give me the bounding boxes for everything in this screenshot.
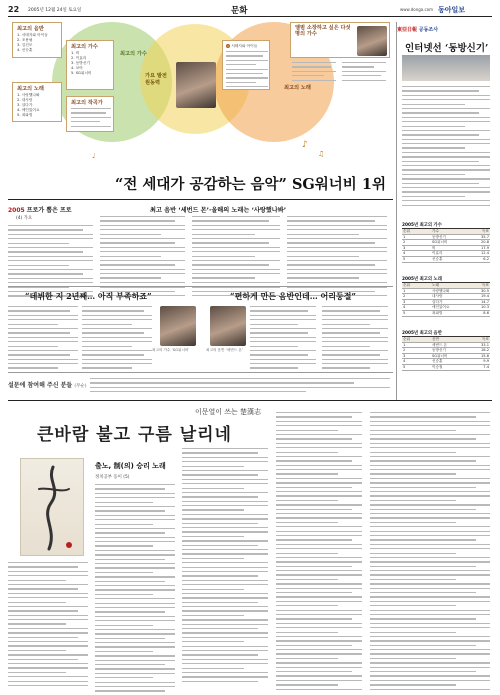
list-item: 1. 사랑했나봐 (17, 93, 40, 97)
sidebar-logo-joint: 공동조사 (418, 27, 439, 33)
author-sub: 정치공부 동이 (5) (95, 475, 130, 480)
singer-photo-right (357, 26, 387, 56)
brush-icon (21, 459, 85, 557)
center-title: 가요 발전 원동력 (145, 73, 167, 86)
table-cell: 30.5 (480, 288, 489, 293)
table-cell: 8.6 (483, 310, 489, 315)
table-cell: 35.7 (480, 234, 489, 239)
main-headline: “전 세대가 공감하는 음악” SG워너비 1위 (115, 176, 386, 193)
table-cell: 1 (403, 288, 406, 293)
table-cell: 사랑했나봐 (432, 288, 450, 293)
table-cell: 18.2 (480, 348, 489, 353)
survey-title: 설문에 참여해 주신 분들 (8, 382, 73, 389)
header-rule (8, 16, 492, 17)
table-cell: 살다가 (432, 299, 443, 304)
photo-caption-left: 최고의 가수 ‘SG워너비’ (152, 348, 190, 352)
right-box-five (290, 22, 390, 58)
table-cell: 5 (403, 256, 406, 261)
project-label (8, 205, 72, 214)
table-cell: SG워너비 (432, 240, 448, 245)
calligraphy-title: 큰바람 불고 구름 날리네 (37, 425, 232, 445)
calligraphy-image (20, 458, 84, 556)
album-artist-photo (210, 306, 246, 346)
table-songs (402, 277, 490, 317)
list-item: 3. 살다가 (17, 103, 33, 107)
sidebar-logo-paper: 東亞日報 (397, 27, 418, 33)
table-header: 득표 (482, 229, 489, 233)
table-cell: 14.7 (480, 299, 489, 304)
table-cell: 5 (403, 310, 406, 315)
table-cell: 내사람 (432, 294, 443, 299)
table-cell: 3 (403, 353, 406, 358)
table-cell: 6.2 (483, 256, 489, 261)
left-box-album (12, 22, 62, 58)
table-cell: 2 (403, 294, 406, 299)
table-row (402, 257, 490, 263)
table-cell: 33.1 (480, 342, 489, 347)
table-row (402, 365, 490, 371)
table-cell: 20.8 (480, 240, 489, 245)
survey-note: (무순) (74, 384, 87, 389)
photo-caption-right: 최고의 음반 ‘세번드 몬’ (206, 348, 243, 352)
table-cell: 3 (403, 245, 406, 250)
table-singers (402, 223, 490, 263)
table-cell: 19.4 (480, 294, 489, 299)
left-circle-title: 최고의 가수 (120, 51, 147, 57)
music-note-icon: ♩ (92, 152, 96, 160)
list-item: 4. 신승훈 (17, 48, 33, 52)
table-cell: 15.6 (480, 353, 489, 358)
page-number: 22 (8, 5, 20, 14)
series-title: 이문열이 쓰는 楚漢志 (195, 408, 262, 416)
sidebar-logo (397, 26, 438, 33)
left-box-album-title: 최고의 음반 (17, 26, 44, 32)
table-row (402, 311, 490, 317)
table-albums (402, 331, 490, 371)
table-singers-title: 2005년 최고의 가수 (402, 223, 442, 228)
table-songs-title: 2005년 최고의 노래 (402, 277, 442, 282)
section-rule (8, 400, 492, 401)
table-cell: 이승철 (432, 364, 443, 369)
table-header: 순위 (403, 229, 410, 233)
list-item: 5. SG워너비 (71, 71, 92, 75)
table-cell: 10.3 (480, 305, 489, 310)
table-cell: 1 (403, 234, 406, 239)
table-header: 가수 (432, 229, 439, 233)
table-cell: 2 (403, 240, 406, 245)
divider (8, 286, 393, 287)
divider (8, 372, 393, 373)
left-box-song-title: 최고의 노래 (17, 86, 44, 92)
list-item: 5. 죄와벌 (17, 113, 33, 117)
right-circle-list (222, 40, 270, 90)
list-item: 3. 동방신기 (71, 61, 90, 65)
table-cell: 9.9 (483, 359, 489, 364)
table-cell: 12.4 (480, 251, 489, 256)
left-box-singer (66, 40, 114, 90)
music-note-icon: ♫ (318, 150, 325, 158)
sg-wannabe-photo (160, 306, 196, 346)
left-box-singer-title: 최고의 가수 (71, 44, 98, 50)
table-cell: 4 (403, 251, 406, 256)
divider (8, 199, 393, 200)
list-item: 1. 서태지와 아이들 (17, 33, 48, 37)
table-cell: 애인있어요 (432, 305, 450, 310)
column-headline-left: “데뷔한 지 2년째… 아직 부족하죠” (25, 291, 152, 301)
table-cell: SG워너비 (432, 353, 448, 358)
project-sub: (4) 가요 (16, 216, 33, 221)
table-header: 순위 (403, 283, 410, 287)
table-header: 노래 (432, 283, 439, 287)
issue-date: 2005년 12월 24일 토요일 (28, 8, 82, 13)
project-year: 2005 (8, 207, 25, 214)
project-title: 프로가 뽑은 프로 (26, 207, 72, 214)
table-cell: 동방신기 (432, 348, 446, 353)
table-cell: 5 (403, 364, 406, 369)
list-item: 2. 조용필 (17, 38, 33, 42)
list-item: 3. 김건모 (17, 43, 33, 47)
sidebar-title: 인터넷선 ‘동방신기’ (405, 43, 489, 54)
right-circle-title: 최고의 노래 (284, 85, 311, 91)
table-albums-title: 2005년 최고의 음반 (402, 331, 442, 336)
table-header: 득표 (482, 337, 489, 341)
table-cell: 신승훈 (432, 256, 443, 261)
left-box-song (12, 82, 62, 122)
list-item: 1 서태지와 아이들 (227, 44, 258, 48)
left-box-composer-title: 최고의 작곡가 (71, 100, 103, 106)
sidebar-divider (396, 22, 397, 400)
table-cell: 17.9 (480, 245, 489, 250)
left-box-composer (66, 96, 114, 132)
table-cell: 7.4 (483, 364, 489, 369)
table-cell: 비 (432, 245, 436, 250)
list-item: 4. 애인있어요 (17, 108, 40, 112)
author-line: 출노, 制(의) 승리 노래 (95, 462, 166, 470)
right-box-title: 앨범 소장하고 싶은 다섯 명의 가수 (295, 25, 351, 37)
section-title: 문화 (231, 6, 248, 16)
table-cell: 이효리 (432, 251, 443, 256)
table-cell: 죄와벌 (432, 310, 443, 315)
list-item: 1. 비 (71, 51, 80, 55)
music-note-icon: ♪ (302, 140, 308, 150)
sidebar-photo (402, 55, 490, 81)
list-item: 2. 내사람 (17, 98, 33, 102)
column-headline-right: “편하게 만든 음반인데… 어리둥절” (230, 291, 357, 301)
table-header: 득표 (482, 283, 489, 287)
table-cell: 동방신기 (432, 234, 446, 239)
table-header: 음반 (432, 337, 439, 341)
sub-headline: 최고 음반 ‘세번드 몬’·올해의 노래는 ‘사랑했나봐’ (150, 207, 287, 214)
table-cell: 4 (403, 305, 406, 310)
table-cell: 세번드 몬 (432, 342, 448, 347)
table-cell: 신승훈 (432, 359, 443, 364)
table-cell: 1 (403, 342, 406, 347)
list-item: 4. 보아 (71, 66, 83, 70)
paper-url[interactable]: www.donga.com (400, 7, 434, 12)
paper-name: 동아일보 (438, 6, 466, 14)
table-header: 순위 (403, 337, 410, 341)
table-cell: 4 (403, 359, 406, 364)
list-item: 2. 이효리 (71, 56, 87, 60)
table-cell: 2 (403, 348, 406, 353)
table-cell: 3 (403, 299, 406, 304)
singer-photo-center (176, 62, 216, 108)
